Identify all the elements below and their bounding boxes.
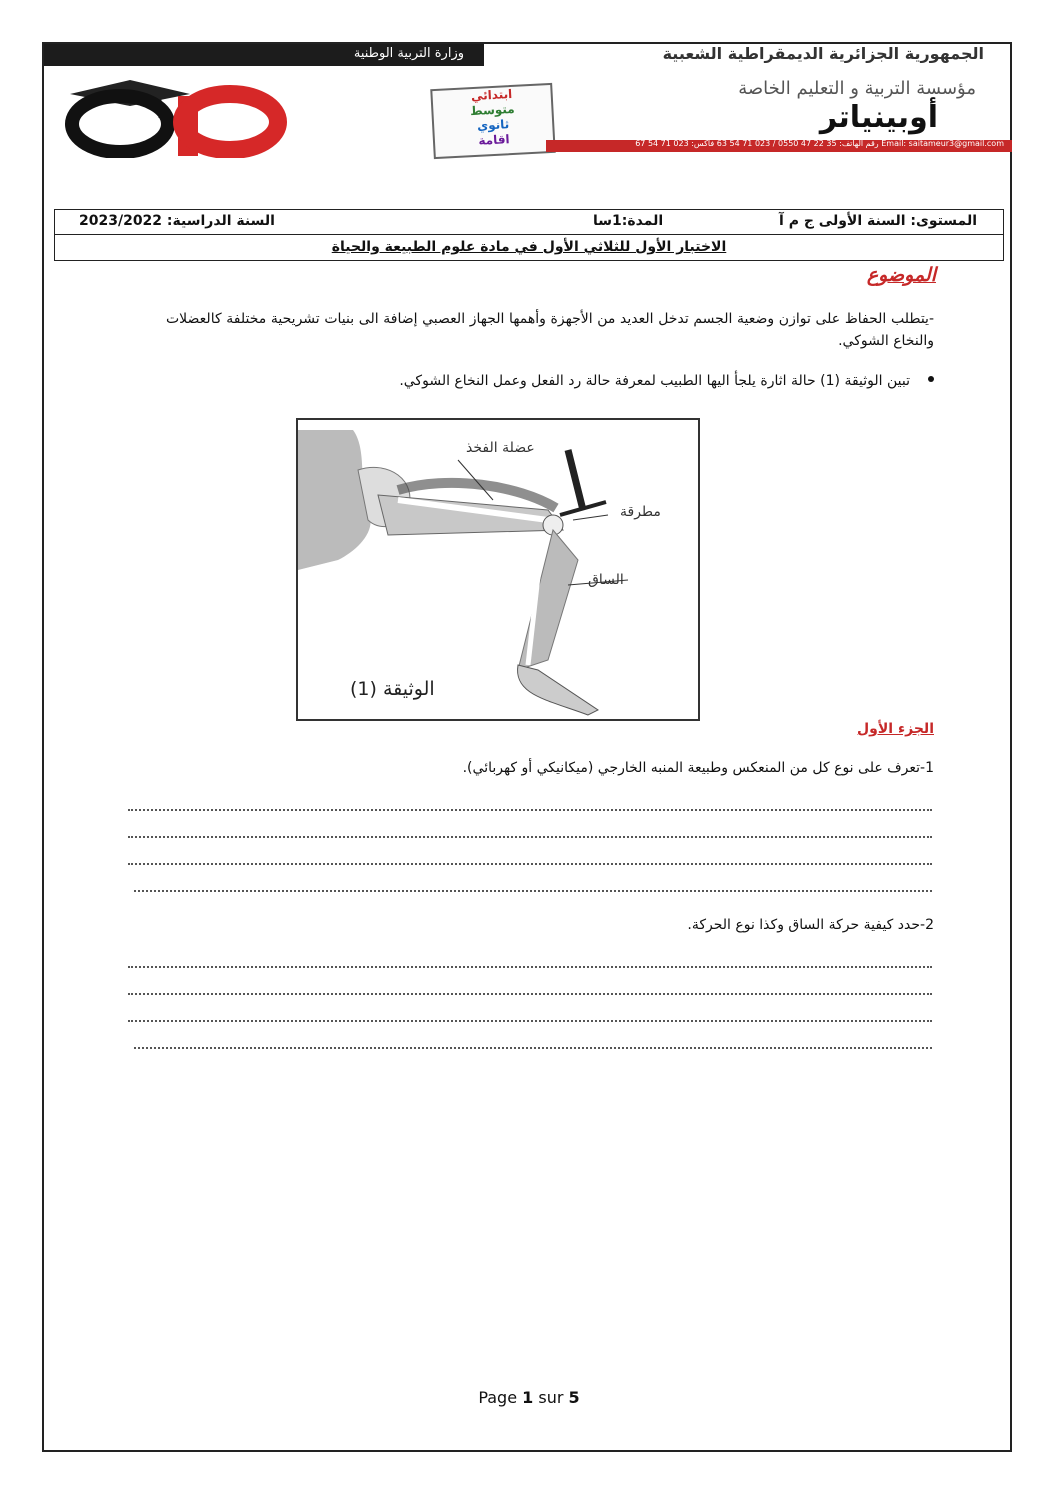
bullet-icon: [928, 376, 934, 382]
stamp-line-3: ثانوي: [476, 117, 510, 133]
label-leg: الساق: [588, 572, 624, 588]
answer-line: [128, 1019, 932, 1022]
page-footer: [0, 1388, 1058, 1407]
sur-word: sur: [538, 1388, 564, 1407]
bullet-text: تبين الوثيقة (1) حالة اثارة يلجأ اليها الطبيب لمعرفة حالة رد الفعل وعمل النخاع الشوكي.: [399, 373, 910, 389]
ministry-text: وزارة التربية الوطنية: [353, 46, 464, 61]
answer-line: [128, 808, 932, 811]
info-row: [55, 210, 1003, 235]
part1-heading: الجزء الأول: [857, 721, 934, 737]
stamp-line-1: ابتدائي: [470, 86, 513, 104]
page-total: 5: [568, 1388, 580, 1407]
level-cell: المستوى: السنة الأولى ج م آ: [779, 213, 977, 229]
exam-info-table: [54, 209, 1004, 261]
contact-bar: [546, 140, 1012, 152]
levels-stamp: [430, 83, 555, 159]
duration-cell: المدة:1سا: [593, 213, 664, 229]
intro-paragraph: -يتطلب الحفاظ على توازن وضعية الجسم تدخل العديد من الأجهزة وأهمها الجهاز العصبي إضافة الى بنيات تشريحية مختلفة كالعضلات والنخاع الشوكي.: [166, 311, 934, 349]
op-logo: [60, 72, 290, 162]
document-1-figure: [296, 418, 700, 721]
stamp-line-2: متوسط: [469, 101, 516, 119]
page-word: Page: [478, 1388, 518, 1407]
answer-line: [128, 965, 932, 968]
ministry-banner: [44, 44, 484, 66]
stamp-line-4: اقامة: [478, 132, 510, 148]
contact-text: رقم الهاتف: 35 22 47 0550 / 023 71 54 63 فاكس: 023 71 54 67 Email: saitameur3@gmail.com: [635, 139, 1004, 148]
figure-caption: الوثيقة (1): [350, 678, 435, 700]
bullet-item: [300, 373, 910, 389]
page-number: 1: [522, 1388, 534, 1407]
brand-name: أوبينياتر: [819, 100, 938, 135]
answer-line: [128, 835, 932, 838]
answer-line: [134, 889, 932, 892]
label-hammer: مطرقة: [620, 504, 661, 520]
answer-line: [134, 1046, 932, 1049]
header-top-bar: [44, 44, 1010, 66]
question-2: 2-حدد كيفية حركة الساق وكذا نوع الحركة.: [687, 917, 934, 933]
answer-line: [128, 862, 932, 865]
institution-name: مؤسسة التربية و التعليم الخاصة: [738, 78, 976, 99]
exam-title: الاختبار الأول للثلاثي الأول في مادة علوم الطبيعة والحياة: [331, 239, 727, 255]
knee-reflex-illustration: [298, 420, 698, 719]
question-1: 1-تعرف على نوع كل من المنعكس وطبيعة المنبه الخارجي (ميكانيكي أو كهربائي).: [462, 760, 934, 776]
subject-heading: الموضوع: [866, 264, 936, 286]
answer-line: [128, 992, 932, 995]
label-thigh-muscle: عضلة الفخذ: [466, 440, 535, 456]
republic-title: الجمهورية الجزائرية الديمقراطية الشعبية: [662, 44, 984, 63]
school-year-cell: السنة الدراسية: 2023/2022: [79, 213, 275, 229]
